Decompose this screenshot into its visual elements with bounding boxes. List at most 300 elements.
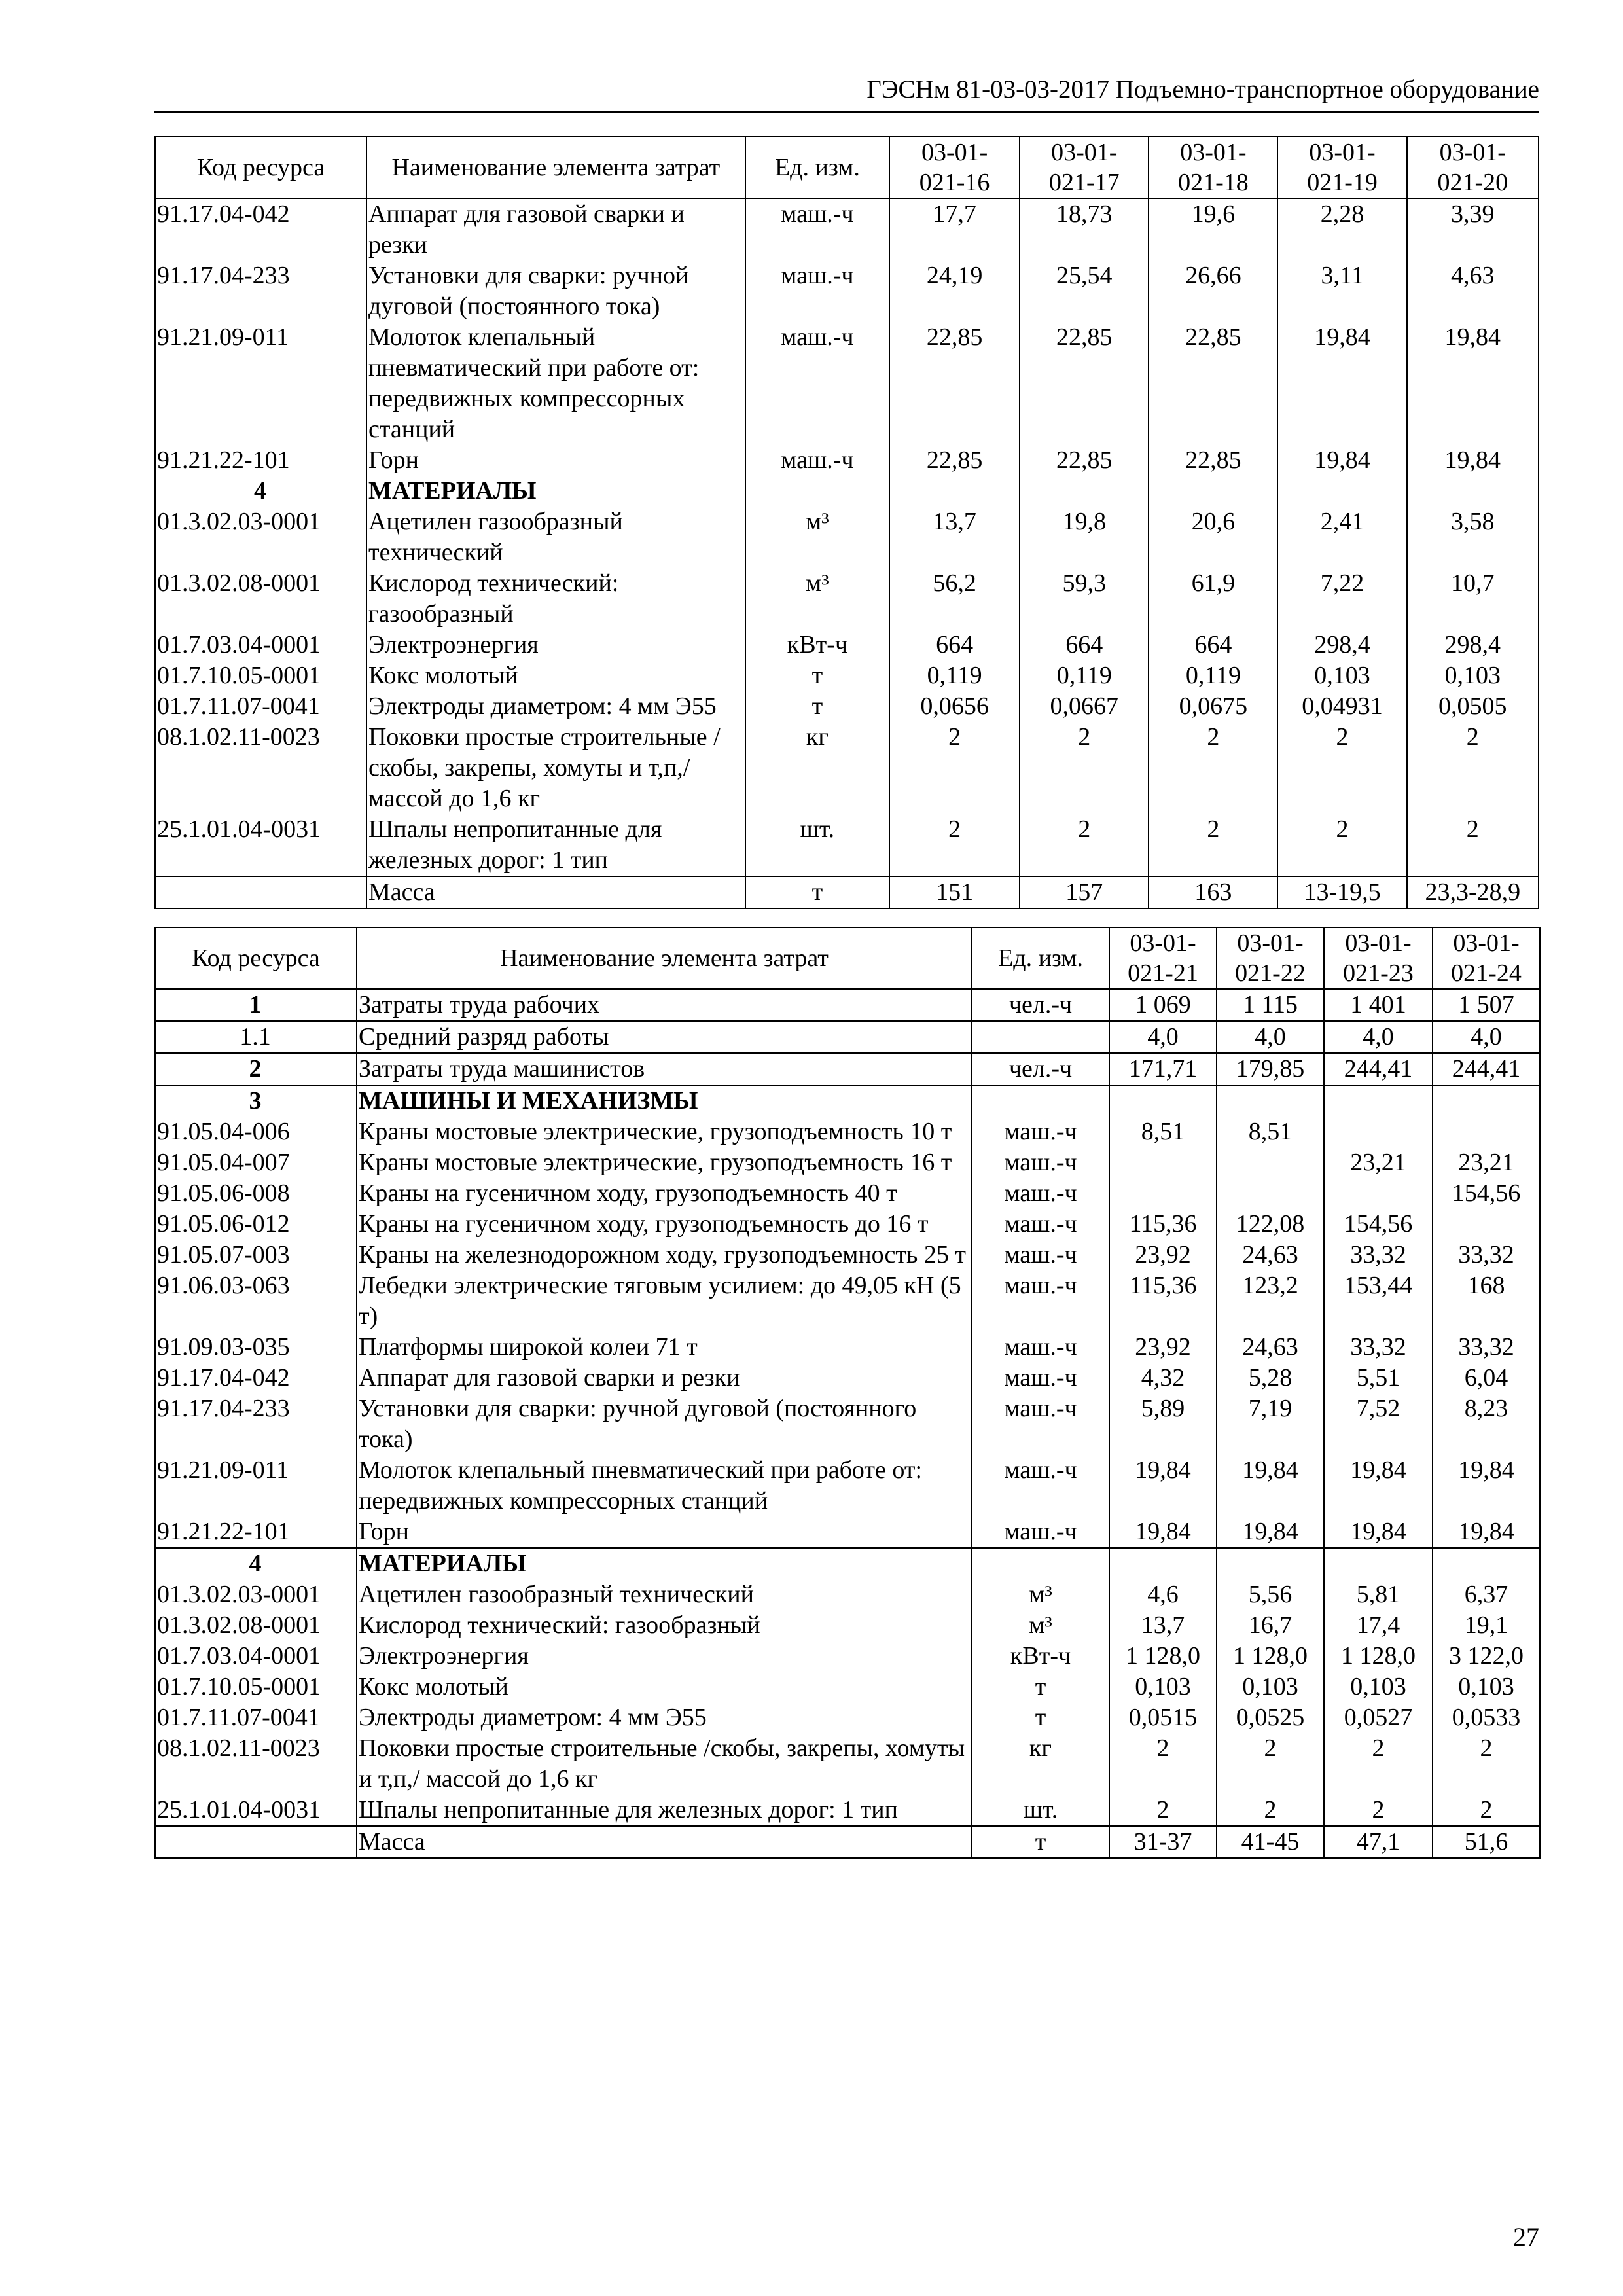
value-cell: 2	[1109, 1795, 1217, 1826]
value-cell: 3,58	[1407, 507, 1539, 568]
value-cell: 244,41	[1433, 1053, 1540, 1085]
section-row	[155, 1085, 1540, 1117]
resource-name: Молоток клепальный пневматический при работе от: передвижных компрессорных станций	[366, 322, 745, 445]
value-cell: 26,66	[1149, 260, 1277, 322]
value-cell: 157	[1020, 876, 1149, 908]
value-cell: 17,7	[889, 198, 1020, 260]
document-title: ГЭСНм 81-03-03-2017 Подъемно-транспортное оборудование	[866, 75, 1539, 103]
resource-code: 01.3.02.03-0001	[155, 1579, 357, 1610]
header-col: 03-01- 021-17	[1020, 137, 1149, 198]
resource-code: 25.1.01.04-0031	[155, 814, 366, 876]
unit-cell: маш.-ч	[972, 1332, 1109, 1363]
table-row	[155, 1702, 1540, 1733]
value-cell: 4,63	[1407, 260, 1539, 322]
table-row	[155, 1795, 1540, 1826]
value-cell: 0,0527	[1324, 1702, 1433, 1733]
value-cell: 2	[889, 814, 1020, 876]
table-row	[155, 1332, 1540, 1363]
resource-code	[155, 876, 366, 908]
resource-code: 91.21.22-101	[155, 445, 366, 476]
resource-code	[155, 1826, 357, 1858]
table-row	[155, 660, 1539, 691]
resource-code: 1.1	[155, 1021, 357, 1053]
value-cell: 5,56	[1217, 1579, 1324, 1610]
value-cell: 19,84	[1433, 1455, 1540, 1516]
value-cell: 4,32	[1109, 1363, 1217, 1393]
resource-name: Электроды диаметром: 4 мм Э55	[357, 1702, 972, 1733]
value-cell: 123,2	[1217, 1270, 1324, 1332]
value-cell: 2,28	[1277, 198, 1406, 260]
resource-code: 3	[155, 1085, 357, 1117]
value-cell: 0,103	[1277, 660, 1406, 691]
resource-code: 91.21.09-011	[155, 1455, 357, 1516]
unit-cell	[972, 1021, 1109, 1053]
value-cell: 23,92	[1109, 1240, 1217, 1270]
value-cell: 298,4	[1407, 630, 1539, 660]
table-row	[155, 722, 1539, 814]
unit-cell: чел.-ч	[972, 1053, 1109, 1085]
unit-cell: кВт-ч	[745, 630, 889, 660]
value-cell: 19,84	[1109, 1516, 1217, 1548]
resource-code: 91.05.06-008	[155, 1178, 357, 1209]
value-cell: 7,22	[1277, 568, 1406, 630]
value-cell: 154,56	[1433, 1178, 1540, 1209]
table-header-row	[155, 137, 1539, 198]
header-col: 03-01- 021-21	[1109, 927, 1217, 989]
resource-name: Краны на гусеничном ходу, грузоподъемность 40 т	[357, 1178, 972, 1209]
resource-name: Поковки простые строительные /скобы, закрепы, хомуты и т,п,/ массой до 1,6 кг	[366, 722, 745, 814]
value-cell: 13-19,5	[1277, 876, 1406, 908]
value-cell: 2	[1324, 1733, 1433, 1795]
value-cell: 171,71	[1109, 1053, 1217, 1085]
table-row	[155, 1117, 1540, 1147]
value-cell	[889, 476, 1020, 507]
value-cell: 168	[1433, 1270, 1540, 1332]
value-cell	[1020, 476, 1149, 507]
resource-name: Установки для сварки: ручной дуговой (постоянного тока)	[366, 260, 745, 322]
unit-cell: маш.-ч	[972, 1516, 1109, 1548]
unit-cell: т	[972, 1826, 1109, 1858]
table-row	[155, 691, 1539, 722]
unit-cell: маш.-ч	[972, 1147, 1109, 1178]
value-cell: 19,84	[1277, 322, 1406, 445]
header-name: Наименование элемента затрат	[357, 927, 972, 989]
value-cell: 3,39	[1407, 198, 1539, 260]
resource-code: 01.3.02.03-0001	[155, 507, 366, 568]
resource-name: Лебедки электрические тяговым усилием: до 49,05 кН (5 т)	[357, 1270, 972, 1332]
table-row	[155, 1641, 1540, 1672]
value-cell: 151	[889, 876, 1020, 908]
value-cell: 2	[1217, 1795, 1324, 1826]
value-cell	[1149, 476, 1277, 507]
unit-cell: т	[745, 660, 889, 691]
resource-name: Ацетилен газообразный технический	[366, 507, 745, 568]
value-cell: 0,119	[1020, 660, 1149, 691]
unit-cell: кг	[745, 722, 889, 814]
value-cell: 31-37	[1109, 1826, 1217, 1858]
value-cell: 51,6	[1433, 1826, 1540, 1858]
resource-table-2	[154, 927, 1541, 1859]
value-cell: 179,85	[1217, 1053, 1324, 1085]
resource-code: 91.05.04-006	[155, 1117, 357, 1147]
value-cell: 2	[1149, 722, 1277, 814]
resource-name: Шпалы непропитанные для железных дорог: 1 тип	[357, 1795, 972, 1826]
unit-cell: т	[745, 691, 889, 722]
resource-code: 91.21.22-101	[155, 1516, 357, 1548]
table-row	[155, 1021, 1540, 1053]
value-cell: 2	[1277, 722, 1406, 814]
value-cell: 0,119	[889, 660, 1020, 691]
value-cell: 0,103	[1407, 660, 1539, 691]
value-cell: 20,6	[1149, 507, 1277, 568]
table-row	[155, 1733, 1540, 1795]
resource-name: Горн	[357, 1516, 972, 1548]
value-cell: 8,51	[1217, 1117, 1324, 1147]
value-cell: 25,54	[1020, 260, 1149, 322]
value-cell: 0,0533	[1433, 1702, 1540, 1733]
value-cell: 23,21	[1324, 1147, 1433, 1178]
resource-code: 91.21.09-011	[155, 322, 366, 445]
table-row	[155, 1363, 1540, 1393]
section-title: МАТЕРИАЛЫ	[366, 476, 745, 507]
value-cell	[1324, 1117, 1433, 1147]
value-cell: 2	[1217, 1733, 1324, 1795]
resource-name: Поковки простые строительные /скобы, закрепы, хомуты и т,п,/ массой до 1,6 кг	[357, 1733, 972, 1795]
resource-name: Платформы широкой колеи 71 т	[357, 1332, 972, 1363]
table-row	[155, 507, 1539, 568]
value-cell: 115,36	[1109, 1270, 1217, 1332]
unit-cell	[745, 476, 889, 507]
value-cell: 4,0	[1217, 1021, 1324, 1053]
value-cell: 13,7	[889, 507, 1020, 568]
value-cell: 1 128,0	[1217, 1641, 1324, 1672]
value-cell: 24,19	[889, 260, 1020, 322]
value-cell: 19,1	[1433, 1610, 1540, 1641]
resource-code: 91.05.04-007	[155, 1147, 357, 1178]
value-cell: 19,84	[1407, 445, 1539, 476]
resource-table-1	[154, 136, 1539, 909]
value-cell: 24,63	[1217, 1332, 1324, 1363]
value-cell: 0,0525	[1217, 1702, 1324, 1733]
value-cell	[1277, 476, 1406, 507]
value-cell	[1433, 1085, 1540, 1117]
value-cell	[1217, 1147, 1324, 1178]
resource-name: Масса	[357, 1826, 972, 1858]
value-cell: 19,84	[1277, 445, 1406, 476]
value-cell: 0,0515	[1109, 1702, 1217, 1733]
value-cell: 2	[1407, 722, 1539, 814]
value-cell: 0,119	[1149, 660, 1277, 691]
value-cell: 19,84	[1433, 1516, 1540, 1548]
resource-code: 01.7.10.05-0001	[155, 1672, 357, 1702]
resource-code: 4	[155, 476, 366, 507]
value-cell	[1217, 1085, 1324, 1117]
resource-name: Краны на гусеничном ходу, грузоподъемность до 16 т	[357, 1209, 972, 1240]
section-row	[155, 1548, 1540, 1579]
resource-code: 01.7.11.07-0041	[155, 691, 366, 722]
resource-code: 91.17.04-233	[155, 1393, 357, 1455]
value-cell: 2	[1433, 1795, 1540, 1826]
resource-code: 91.09.03-035	[155, 1332, 357, 1363]
table-row	[155, 1053, 1540, 1085]
value-cell: 8,51	[1109, 1117, 1217, 1147]
value-cell: 0,103	[1217, 1672, 1324, 1702]
value-cell: 61,9	[1149, 568, 1277, 630]
table-row	[155, 1610, 1540, 1641]
resource-code: 08.1.02.11-0023	[155, 1733, 357, 1795]
value-cell	[1324, 1548, 1433, 1579]
value-cell: 2	[1020, 814, 1149, 876]
value-cell: 7,19	[1217, 1393, 1324, 1455]
resource-name: Горн	[366, 445, 745, 476]
value-cell	[1109, 1147, 1217, 1178]
resource-name: Электроэнергия	[366, 630, 745, 660]
unit-cell: маш.-ч	[972, 1178, 1109, 1209]
table-row	[155, 260, 1539, 322]
table-row	[155, 1209, 1540, 1240]
resource-code: 01.3.02.08-0001	[155, 1610, 357, 1641]
resource-name: Шпалы непропитанные для железных дорог: 1 тип	[366, 814, 745, 876]
table-row	[155, 1579, 1540, 1610]
section-title: МАШИНЫ И МЕХАНИЗМЫ	[357, 1085, 972, 1117]
unit-cell: маш.-ч	[972, 1209, 1109, 1240]
value-cell: 23,3-28,9	[1407, 876, 1539, 908]
resource-code: 01.7.03.04-0001	[155, 1641, 357, 1672]
value-cell: 19,84	[1109, 1455, 1217, 1516]
unit-cell: м³	[972, 1610, 1109, 1641]
resource-code: 91.06.03-063	[155, 1270, 357, 1332]
value-cell	[1109, 1548, 1217, 1579]
value-cell: 56,2	[889, 568, 1020, 630]
value-cell: 1 507	[1433, 989, 1540, 1021]
table-row	[155, 1455, 1540, 1516]
value-cell: 19,84	[1324, 1455, 1433, 1516]
unit-cell: маш.-ч	[972, 1240, 1109, 1270]
value-cell: 2	[1324, 1795, 1433, 1826]
table-row	[155, 1147, 1540, 1178]
value-cell: 47,1	[1324, 1826, 1433, 1858]
resource-code: 01.7.03.04-0001	[155, 630, 366, 660]
value-cell: 0,103	[1433, 1672, 1540, 1702]
value-cell: 18,73	[1020, 198, 1149, 260]
unit-cell: маш.-ч	[972, 1270, 1109, 1332]
resource-name: Установки для сварки: ручной дуговой (постоянного тока)	[357, 1393, 972, 1455]
header-col: 03-01- 021-18	[1149, 137, 1277, 198]
value-cell: 19,84	[1407, 322, 1539, 445]
section-title: МАТЕРИАЛЫ	[357, 1548, 972, 1579]
value-cell	[1324, 1085, 1433, 1117]
value-cell: 13,7	[1109, 1610, 1217, 1641]
resource-code: 91.05.06-012	[155, 1209, 357, 1240]
header-col: 03-01- 021-22	[1217, 927, 1324, 989]
resource-code: 01.3.02.08-0001	[155, 568, 366, 630]
unit-cell: т	[972, 1672, 1109, 1702]
table-row	[155, 814, 1539, 876]
value-cell: 244,41	[1324, 1053, 1433, 1085]
value-cell: 19,84	[1324, 1516, 1433, 1548]
table-row	[155, 1672, 1540, 1702]
value-cell: 2	[1149, 814, 1277, 876]
resource-name: Молоток клепальный пневматический при работе от: передвижных компрессорных станций	[357, 1455, 972, 1516]
header-code: Код ресурса	[155, 137, 366, 198]
unit-cell: т	[972, 1702, 1109, 1733]
table-row	[155, 1826, 1540, 1858]
table-row	[155, 322, 1539, 445]
unit-cell: чел.-ч	[972, 989, 1109, 1021]
value-cell: 22,85	[1020, 322, 1149, 445]
page-header	[154, 73, 1539, 113]
value-cell: 4,0	[1324, 1021, 1433, 1053]
resource-name: Кислород технический: газообразный	[357, 1610, 972, 1641]
section-row	[155, 476, 1539, 507]
value-cell: 33,32	[1433, 1240, 1540, 1270]
unit-cell: шт.	[972, 1795, 1109, 1826]
resource-name: Краны на железнодорожном ходу, грузоподъемность 25 т	[357, 1240, 972, 1270]
value-cell: 1 128,0	[1109, 1641, 1217, 1672]
resource-name: Кокс молотый	[357, 1672, 972, 1702]
resource-code: 91.17.04-233	[155, 260, 366, 322]
value-cell	[1109, 1178, 1217, 1209]
value-cell: 5,28	[1217, 1363, 1324, 1393]
resource-code: 2	[155, 1053, 357, 1085]
value-cell: 19,84	[1217, 1516, 1324, 1548]
unit-cell: маш.-ч	[972, 1117, 1109, 1147]
value-cell: 0,0667	[1020, 691, 1149, 722]
resource-name: Краны мостовые электрические, грузоподъемность 10 т	[357, 1117, 972, 1147]
value-cell: 2	[889, 722, 1020, 814]
value-cell: 41-45	[1217, 1826, 1324, 1858]
resource-name: Электроды диаметром: 4 мм Э55	[366, 691, 745, 722]
value-cell: 5,51	[1324, 1363, 1433, 1393]
value-cell: 22,85	[1149, 445, 1277, 476]
resource-name: Затраты труда рабочих	[357, 989, 972, 1021]
resource-code: 91.05.07-003	[155, 1240, 357, 1270]
resource-name: Средний разряд работы	[357, 1021, 972, 1053]
value-cell: 298,4	[1277, 630, 1406, 660]
resource-name: Электроэнергия	[357, 1641, 972, 1672]
value-cell	[1324, 1178, 1433, 1209]
value-cell: 5,89	[1109, 1393, 1217, 1455]
value-cell: 16,7	[1217, 1610, 1324, 1641]
value-cell: 22,85	[1149, 322, 1277, 445]
unit-cell: маш.-ч	[745, 260, 889, 322]
unit-cell: маш.-ч	[972, 1363, 1109, 1393]
resource-name: Затраты труда машинистов	[357, 1053, 972, 1085]
value-cell: 3 122,0	[1433, 1641, 1540, 1672]
value-cell: 153,44	[1324, 1270, 1433, 1332]
value-cell	[1407, 476, 1539, 507]
value-cell: 2	[1277, 814, 1406, 876]
unit-cell	[972, 1548, 1109, 1579]
value-cell: 0,0675	[1149, 691, 1277, 722]
value-cell: 22,85	[1020, 445, 1149, 476]
value-cell	[1109, 1085, 1217, 1117]
header-unit: Ед. изм.	[745, 137, 889, 198]
value-cell: 7,52	[1324, 1393, 1433, 1455]
header-col: 03-01- 021-24	[1433, 927, 1540, 989]
header-col: 03-01- 021-23	[1324, 927, 1433, 989]
value-cell: 22,85	[889, 322, 1020, 445]
value-cell: 664	[1020, 630, 1149, 660]
value-cell: 0,103	[1324, 1672, 1433, 1702]
value-cell: 122,08	[1217, 1209, 1324, 1240]
resource-name: Ацетилен газообразный технический	[357, 1579, 972, 1610]
unit-cell	[972, 1085, 1109, 1117]
value-cell: 17,4	[1324, 1610, 1433, 1641]
unit-cell: маш.-ч	[972, 1393, 1109, 1455]
value-cell: 0,103	[1109, 1672, 1217, 1702]
value-cell: 6,04	[1433, 1363, 1540, 1393]
header-name: Наименование элемента затрат	[366, 137, 745, 198]
resource-name: Аппарат для газовой сварки и резки	[357, 1363, 972, 1393]
table-row	[155, 568, 1539, 630]
resource-code: 25.1.01.04-0031	[155, 1795, 357, 1826]
resource-name: Краны мостовые электрические, грузоподъемность 16 т	[357, 1147, 972, 1178]
header-col: 03-01- 021-16	[889, 137, 1020, 198]
table-header-row	[155, 927, 1540, 989]
value-cell: 1 115	[1217, 989, 1324, 1021]
resource-name: Аппарат для газовой сварки и резки	[366, 198, 745, 260]
value-cell: 2	[1407, 814, 1539, 876]
value-cell: 664	[1149, 630, 1277, 660]
value-cell: 19,84	[1217, 1455, 1324, 1516]
value-cell: 10,7	[1407, 568, 1539, 630]
value-cell: 19,8	[1020, 507, 1149, 568]
value-cell: 2	[1109, 1733, 1217, 1795]
value-cell: 0,0505	[1407, 691, 1539, 722]
table-row	[155, 1393, 1540, 1455]
value-cell: 2,41	[1277, 507, 1406, 568]
unit-cell: шт.	[745, 814, 889, 876]
table-row	[155, 630, 1539, 660]
unit-cell: т	[745, 876, 889, 908]
value-cell: 23,92	[1109, 1332, 1217, 1363]
value-cell: 24,63	[1217, 1240, 1324, 1270]
page-number: 27	[1513, 2222, 1539, 2251]
resource-code: 4	[155, 1548, 357, 1579]
value-cell: 33,32	[1324, 1240, 1433, 1270]
resource-code: 91.17.04-042	[155, 198, 366, 260]
value-cell: 33,32	[1324, 1332, 1433, 1363]
value-cell: 163	[1149, 876, 1277, 908]
value-cell: 2	[1020, 722, 1149, 814]
value-cell: 1 401	[1324, 989, 1433, 1021]
value-cell: 3,11	[1277, 260, 1406, 322]
value-cell: 33,32	[1433, 1332, 1540, 1363]
unit-cell: маш.-ч	[745, 198, 889, 260]
unit-cell: кВт-ч	[972, 1641, 1109, 1672]
value-cell: 8,23	[1433, 1393, 1540, 1455]
unit-cell: маш.-ч	[745, 322, 889, 445]
table-row	[155, 989, 1540, 1021]
value-cell	[1433, 1209, 1540, 1240]
value-cell: 22,85	[889, 445, 1020, 476]
table-row	[155, 1240, 1540, 1270]
value-cell: 0,0656	[889, 691, 1020, 722]
resource-code: 01.7.11.07-0041	[155, 1702, 357, 1733]
value-cell: 2	[1433, 1733, 1540, 1795]
table-row	[155, 198, 1539, 260]
value-cell: 1 128,0	[1324, 1641, 1433, 1672]
value-cell	[1433, 1548, 1540, 1579]
resource-name: Кислород технический: газообразный	[366, 568, 745, 630]
resource-name: Масса	[366, 876, 745, 908]
value-cell	[1433, 1117, 1540, 1147]
value-cell: 115,36	[1109, 1209, 1217, 1240]
value-cell: 5,81	[1324, 1579, 1433, 1610]
unit-cell: м³	[745, 568, 889, 630]
table-row	[155, 876, 1539, 908]
